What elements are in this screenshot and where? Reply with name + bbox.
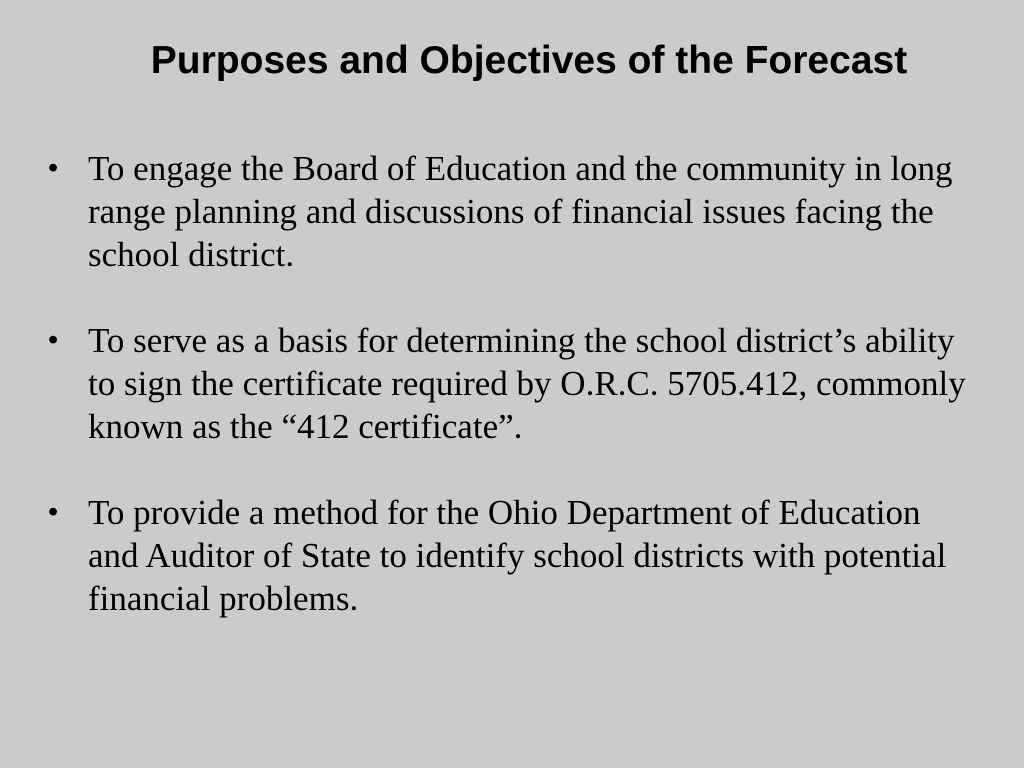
bullet-dot-icon: • [48, 324, 59, 356]
bullet-item [44, 491, 979, 620]
bullet-dot-icon: • [48, 496, 59, 528]
bullet-text: To provide a method for the Ohio Department of Education and Auditor of State to identify school districts with potential financial problems. [88, 493, 947, 618]
bullet-list [44, 147, 979, 663]
bullet-text: To engage the Board of Education and the community in long range planning and discussions of financial issues facing the school district. [88, 149, 953, 274]
bullet-text: To serve as a basis for determining the school district’s ability to sign the certificate required by O.R.C. 5705.412, commonly known as the “412 certificate”. [88, 321, 966, 446]
bullet-item [44, 319, 979, 448]
slide-title: Purposes and Objectives of the Forecast [150, 39, 908, 82]
bullet-dot-icon: • [48, 152, 59, 184]
bullet-item [44, 147, 979, 276]
